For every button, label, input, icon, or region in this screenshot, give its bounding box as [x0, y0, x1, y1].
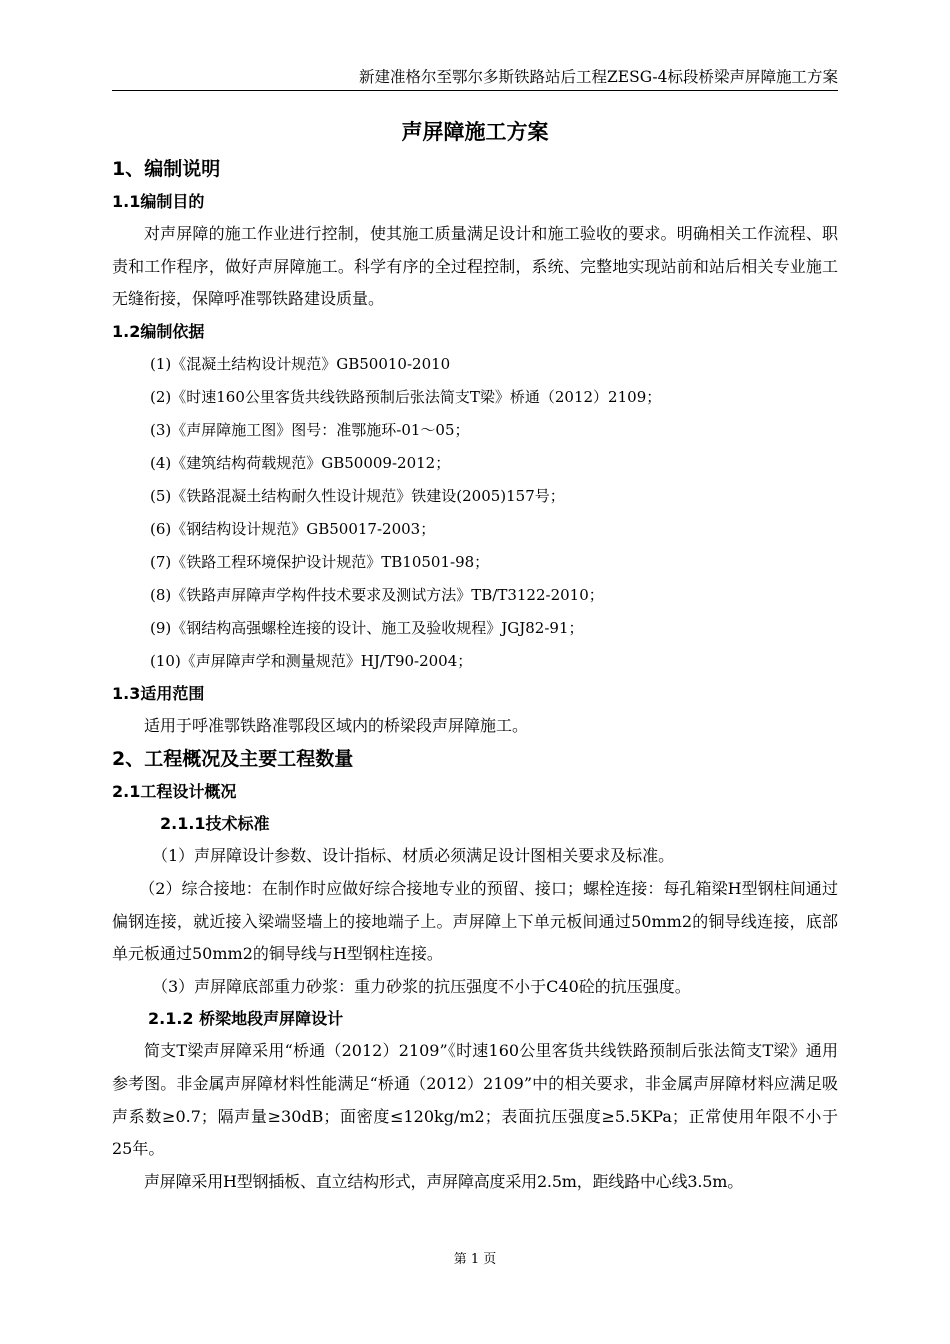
section-2-1-1-heading: 2.1.1技术标准: [160, 814, 270, 834]
section-2-heading: 2、工程概况及主要工程数量: [112, 748, 354, 771]
section-1-2-heading: 1.2编制依据: [112, 321, 205, 341]
tech-standard-item-3: （3）声屏障底部重力砂浆：重力砂浆的抗压强度不小于C40砼的抗压强度。: [152, 976, 691, 996]
section-1-1-heading: 1.1编制目的: [112, 192, 205, 211]
reference-item: (3)《声屏障施工图》图号：准鄂施环-01～05；: [150, 420, 470, 439]
reference-item: (8)《铁路声屏障声学构件技术要求及测试方法》TB/T3122-2010；: [150, 585, 604, 604]
section-2-1-2-heading: 2.1.2 桥梁地段声屏障设计: [148, 1009, 344, 1029]
reference-item: (6)《钢结构设计规范》GB50017-2003；: [150, 519, 436, 538]
page-header: [112, 64, 838, 91]
section-1-3-heading: 1.3适用范围: [112, 683, 205, 703]
bridge-design-paragraph-2: 声屏障采用H型钢插板、直立结构形式，声屏障高度采用2.5m，距线路中心线3.5m。: [144, 1171, 743, 1191]
section-2-1-heading: 2.1工程设计概况: [112, 782, 237, 802]
section-1-3-paragraph: 适用于呼准鄂铁路准鄂段区域内的桥梁段声屏障施工。: [144, 715, 529, 735]
reference-item: (4)《建筑结构荷载规范》GB50009-2012；: [150, 453, 451, 472]
reference-item: (1)《混凝土结构设计规范》GB50010-2010: [150, 354, 451, 373]
bridge-design-paragraph-1: 简支T梁声屏障采用“桥通（2012）2109”《时速160公里客货共线铁路预制后张法简支T梁》通用参考图。非金属声屏障材料性能满足“桥通（2012）2109”中的相关要求，非金属声屏障材料应满足吸声系数≥0.7；隔声量≥30dB；面密度≤120kg/m2；表面抗压强度≥5.5KPa；正常使用年限不小于25年。: [112, 1041, 838, 1159]
document-body: [112, 112, 838, 1198]
header-text: 新建准格尔至鄂尔多斯铁路站后工程ZESG-4标段桥梁声屏障施工方案: [359, 68, 838, 86]
reference-item: (5)《铁路混凝土结构耐久性设计规范》铁建设(2005)157号；: [150, 486, 565, 505]
reference-item: (2)《时速160公里客货共线铁路预制后张法简支T梁》桥通（2012）2109；: [150, 387, 662, 406]
tech-standard-item-1: （1）声屏障设计参数、设计指标、材质必须满足设计图相关要求及标准。: [152, 846, 675, 866]
reference-item: (7)《铁路工程环境保护设计规范》TB10501-98；: [150, 552, 490, 571]
section-1-heading: 1、编制说明: [112, 158, 221, 180]
document-title: 声屏障施工方案: [401, 119, 549, 144]
reference-item: (9)《钢结构高强螺栓连接的设计、施工及验收规程》JGJ82-91；: [150, 618, 584, 637]
reference-item: (10)《声屏障声学和测量规范》HJ/T90-2004；: [150, 651, 473, 670]
section-1-1-paragraph: 对声屏障的施工作业进行控制，使其施工质量满足设计和施工验收的要求。明确相关工作流程、职责和工作程序，做好声屏障施工。科学有序的全过程控制，系统、完整地实现站前和站后相关专业施工无缝衔接，保障呼准鄂铁路建设质量。: [112, 224, 838, 309]
page-number: 第 1 页: [453, 1252, 497, 1267]
tech-standard-item-2: （2）综合接地：在制作时应做好综合接地专业的预留、接口；螺栓连接：每孔箱梁H型钢柱间通过偏钢连接，就近接入梁端竖墙上的接地端子上。声屏障上下单元板间通过50mm2的铜导线连接，底部单元板通过50mm2的铜导线与H型钢柱连接。: [112, 878, 838, 964]
